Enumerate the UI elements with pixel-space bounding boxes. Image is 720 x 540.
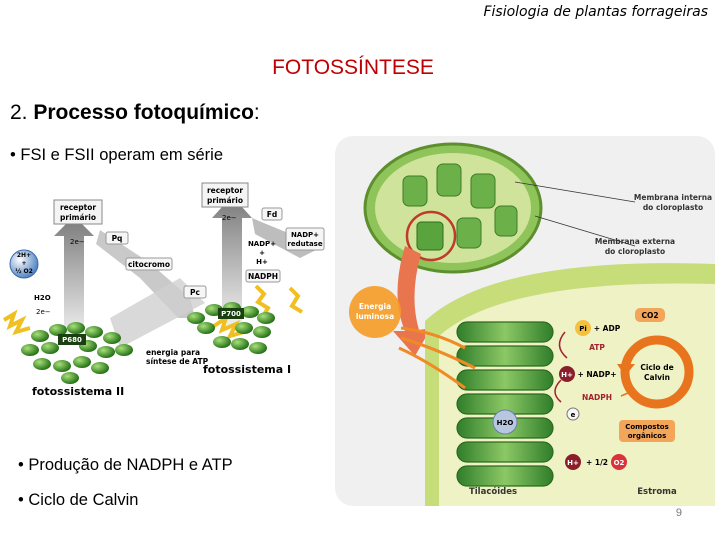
nadp-label: + NADP+ (577, 370, 617, 379)
receptor-label: receptor (206, 186, 244, 195)
reductase-label: NADP+ (290, 231, 320, 239)
membrana-interna-label: Membrana interna (633, 193, 713, 202)
bullet-item (18, 491, 138, 510)
fotossistema-i-label: fotossistema I (203, 363, 292, 376)
nadp-eq: + (259, 249, 265, 257)
bullet-item (18, 456, 233, 475)
bullet-marker: • (10, 146, 16, 164)
nadp-eq: NADP+ (247, 240, 277, 248)
adp-label: + ADP (593, 324, 621, 333)
co2-label: CO2 (641, 311, 659, 320)
atp-label: ATP (589, 343, 605, 352)
nadph-label: NADPH (247, 272, 279, 281)
energia-label: energia para (146, 348, 201, 357)
nadph-label: NADPH (581, 393, 613, 402)
fotossistema-ii-label: fotossistema II (32, 385, 125, 398)
water-label: + (21, 260, 27, 267)
e-label: 2e− (222, 214, 237, 222)
calvin-label: Ciclo de (640, 363, 674, 372)
hplus-label: H+ (561, 371, 573, 379)
e-label: e (570, 411, 576, 419)
receptor-label: primário (207, 196, 243, 205)
e-label: 2e− (70, 238, 85, 246)
light-icon (4, 314, 30, 332)
bullet-text: Produção de NADPH e ATP (28, 456, 233, 474)
light-icon (290, 288, 302, 312)
h2o-label: H2O (34, 294, 51, 302)
p700-label: P700 (221, 310, 241, 318)
calvin-label: Calvin (644, 373, 670, 382)
reductase-label: redutase (287, 240, 323, 248)
receptor-label: receptor (59, 203, 97, 212)
membrana-externa-label: Membrana externa (594, 237, 676, 246)
section-title: Processo fotoquímico (33, 101, 254, 124)
section-heading (10, 101, 260, 125)
section-number: 2. (10, 101, 34, 124)
water-label: 2H+ (16, 252, 32, 259)
compostos-label: Compostos (625, 423, 669, 431)
slide-title: FOTOSSÍNTESE (272, 56, 434, 79)
membrana-externa-label: do cloroplasto (604, 247, 666, 256)
bullet-marker: • (18, 456, 24, 474)
compostos-label: orgânicos (627, 432, 667, 440)
pq-label: Pq (111, 234, 123, 243)
bullet-text: FSI e FSII operam em série (20, 146, 224, 164)
bullet-text: Ciclo de Calvin (28, 491, 139, 509)
nadp-eq: H+ (256, 258, 268, 266)
estroma-label: Estroma (637, 487, 677, 497)
p680-label: P680 (62, 336, 82, 344)
energia-label: síntese de ATP (146, 357, 209, 366)
tilacoides-label: Tilacóides (468, 487, 518, 497)
energia-label: luminosa (355, 312, 395, 321)
pi-label: Pi (579, 325, 587, 333)
fd-label: Fd (266, 210, 278, 219)
half-o2-label: + 1/2 (585, 458, 609, 467)
page-number: 9 (675, 507, 682, 519)
hplus-label: H+ (567, 459, 579, 467)
header-text: Fisiologia de plantas forrageiras (483, 4, 708, 20)
h2o-label: H2O (496, 419, 514, 427)
thylakoid-stack (457, 322, 553, 486)
zoomed-granum (417, 222, 443, 250)
ps2-excitation-arrow (54, 216, 94, 338)
water-label: ½ O2 (15, 268, 33, 275)
pc-label: Pc (190, 288, 200, 297)
citocromo-label: citocromo (127, 260, 171, 269)
o2-label: O2 (613, 459, 625, 467)
bullet-marker: • (18, 491, 24, 509)
chloroplast-diagram (335, 136, 715, 506)
e-label: 2e− (36, 308, 51, 316)
bullet-item (10, 146, 223, 165)
membrana-interna-label: do cloroplasto (642, 203, 704, 212)
section-colon: : (253, 101, 260, 124)
receptor-label: primário (60, 213, 96, 222)
energia-label: Energia (358, 302, 392, 311)
z-scheme-diagram (0, 178, 330, 418)
